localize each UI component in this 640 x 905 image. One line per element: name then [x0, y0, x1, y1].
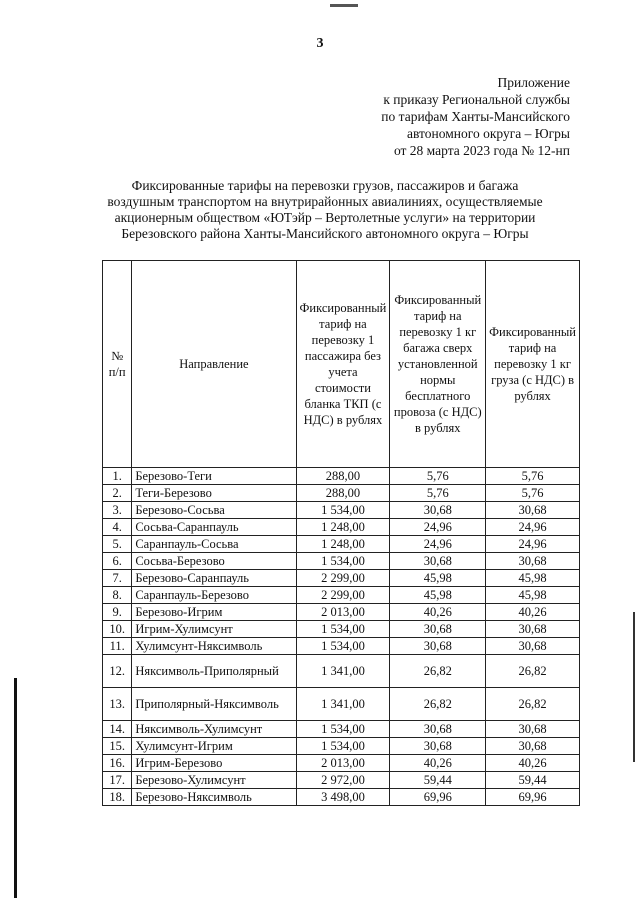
row-number: 15.: [103, 738, 132, 755]
cargo-cell: 30,68: [486, 502, 580, 519]
title-line: воздушным транспортом на внутрирайонных авиалиниях, осуществляемые: [107, 194, 543, 209]
route-cell: Хулимсунт-Игрим: [132, 738, 296, 755]
table-row: [103, 721, 580, 738]
baggage-cell: 45,98: [390, 570, 486, 587]
scan-artifact-right: [633, 612, 635, 762]
table-row: [103, 755, 580, 772]
passenger-cell: 1 248,00: [296, 519, 390, 536]
route-cell: Саранпауль-Сосьва: [132, 536, 296, 553]
route-cell: Хулимсунт-Няксимволь: [132, 638, 296, 655]
table-row: [103, 553, 580, 570]
passenger-cell: 1 534,00: [296, 638, 390, 655]
appendix-line: по тарифам Ханты-Мансийского: [381, 109, 570, 124]
baggage-cell: 30,68: [390, 721, 486, 738]
row-number: 7.: [103, 570, 132, 587]
row-number: 17.: [103, 772, 132, 789]
row-number: 12.: [103, 655, 132, 688]
row-number: 11.: [103, 638, 132, 655]
cargo-cell: 24,96: [486, 519, 580, 536]
scan-artifact-left: [14, 678, 17, 898]
row-number: 3.: [103, 502, 132, 519]
baggage-cell: 5,76: [390, 468, 486, 485]
table-row: [103, 468, 580, 485]
row-number: 10.: [103, 621, 132, 638]
passenger-cell: 1 534,00: [296, 502, 390, 519]
title-line: акционерным обществом «ЮТэйр – Вертолетные услуги» на территории: [114, 210, 536, 225]
cargo-cell: 59,44: [486, 772, 580, 789]
page-number: 3: [316, 36, 324, 51]
cargo-cell: 30,68: [486, 553, 580, 570]
baggage-cell: 5,76: [390, 485, 486, 502]
cargo-cell: 30,68: [486, 621, 580, 638]
appendix-line: от 28 марта 2023 года № 12-нп: [393, 143, 570, 158]
tariff-table: [102, 260, 580, 806]
route-cell: Березово-Саранпауль: [132, 570, 296, 587]
row-number: 9.: [103, 604, 132, 621]
route-cell: Игрим-Березово: [132, 755, 296, 772]
passenger-cell: 1 534,00: [296, 738, 390, 755]
row-number: 16.: [103, 755, 132, 772]
passenger-cell: 1 341,00: [296, 655, 390, 688]
route-cell: Березово-Сосьва: [132, 502, 296, 519]
row-number: 8.: [103, 587, 132, 604]
table-row: [103, 502, 580, 519]
passenger-cell: 1 341,00: [296, 688, 390, 721]
passenger-cell: 2 972,00: [296, 772, 390, 789]
document-title: [70, 178, 580, 242]
table-row: [103, 621, 580, 638]
header-cargo-tariff: Фиксированный тариф на перевозку 1 кг груза (с НДС) в рублях: [486, 261, 580, 468]
row-number: 13.: [103, 688, 132, 721]
baggage-cell: 59,44: [390, 772, 486, 789]
table-row: [103, 519, 580, 536]
appendix-line: автономного округа – Югры: [407, 126, 570, 141]
row-number: 14.: [103, 721, 132, 738]
baggage-cell: 24,96: [390, 536, 486, 553]
passenger-cell: 288,00: [296, 485, 390, 502]
baggage-cell: 30,68: [390, 621, 486, 638]
passenger-cell: 1 534,00: [296, 721, 390, 738]
passenger-cell: 1 248,00: [296, 536, 390, 553]
row-number: 5.: [103, 536, 132, 553]
passenger-cell: 2 299,00: [296, 587, 390, 604]
passenger-cell: 288,00: [296, 468, 390, 485]
scan-artifact-top: [330, 4, 358, 7]
route-cell: Березово-Хулимсунт: [132, 772, 296, 789]
cargo-cell: 30,68: [486, 638, 580, 655]
cargo-cell: 5,76: [486, 468, 580, 485]
row-number: 18.: [103, 789, 132, 806]
route-cell: Игрим-Хулимсунт: [132, 621, 296, 638]
baggage-cell: 26,82: [390, 655, 486, 688]
cargo-cell: 69,96: [486, 789, 580, 806]
baggage-cell: 45,98: [390, 587, 486, 604]
header-route: Направление: [132, 261, 296, 468]
route-cell: Приполярный-Няксимволь: [132, 688, 296, 721]
passenger-cell: 1 534,00: [296, 621, 390, 638]
appendix-reference: [270, 74, 570, 159]
table-row: [103, 738, 580, 755]
cargo-cell: 26,82: [486, 688, 580, 721]
baggage-cell: 40,26: [390, 604, 486, 621]
header-baggage-tariff: Фиксированный тариф на перевозку 1 кг багажа сверх установленной нормы бесплатного провоза (с НДС) в рублях: [390, 261, 486, 468]
table-row: [103, 789, 580, 806]
route-cell: Няксимволь-Хулимсунт: [132, 721, 296, 738]
appendix-line: Приложение: [497, 75, 570, 90]
title-line: Фиксированные тарифы на перевозки грузов, пассажиров и багажа: [131, 178, 519, 193]
baggage-cell: 30,68: [390, 738, 486, 755]
table-header-row: [103, 261, 580, 468]
baggage-cell: 26,82: [390, 688, 486, 721]
baggage-cell: 30,68: [390, 638, 486, 655]
header-number: № п/п: [103, 261, 132, 468]
table-row: [103, 688, 580, 721]
table-row: [103, 536, 580, 553]
table-row: [103, 570, 580, 587]
route-cell: Сосьва-Саранпауль: [132, 519, 296, 536]
table-row: [103, 655, 580, 688]
table-row: [103, 485, 580, 502]
passenger-cell: 1 534,00: [296, 553, 390, 570]
row-number: 6.: [103, 553, 132, 570]
table-row: [103, 638, 580, 655]
cargo-cell: 5,76: [486, 485, 580, 502]
cargo-cell: 24,96: [486, 536, 580, 553]
baggage-cell: 40,26: [390, 755, 486, 772]
cargo-cell: 40,26: [486, 755, 580, 772]
route-cell: Няксимволь-Приполярный: [132, 655, 296, 688]
table-row: [103, 772, 580, 789]
cargo-cell: 45,98: [486, 587, 580, 604]
route-cell: Саранпауль-Березово: [132, 587, 296, 604]
cargo-cell: 45,98: [486, 570, 580, 587]
passenger-cell: 2 013,00: [296, 755, 390, 772]
row-number: 1.: [103, 468, 132, 485]
baggage-cell: 69,96: [390, 789, 486, 806]
cargo-cell: 26,82: [486, 655, 580, 688]
passenger-cell: 2 013,00: [296, 604, 390, 621]
appendix-line: к приказу Региональной службы: [383, 92, 570, 107]
cargo-cell: 30,68: [486, 738, 580, 755]
header-passenger-tariff: Фиксированный тариф на перевозку 1 пассажира без учета стоимости бланка ТКП (с НДС) в рублях: [296, 261, 390, 468]
row-number: 2.: [103, 485, 132, 502]
table-row: [103, 587, 580, 604]
route-cell: Теги-Березово: [132, 485, 296, 502]
route-cell: Березово-Теги: [132, 468, 296, 485]
title-line: Березовского района Ханты-Мансийского автономного округа – Югры: [121, 226, 529, 241]
route-cell: Сосьва-Березово: [132, 553, 296, 570]
baggage-cell: 30,68: [390, 502, 486, 519]
baggage-cell: 30,68: [390, 553, 486, 570]
route-cell: Березово-Няксимволь: [132, 789, 296, 806]
route-cell: Березово-Игрим: [132, 604, 296, 621]
passenger-cell: 2 299,00: [296, 570, 390, 587]
baggage-cell: 24,96: [390, 519, 486, 536]
cargo-cell: 40,26: [486, 604, 580, 621]
cargo-cell: 30,68: [486, 721, 580, 738]
table-row: [103, 604, 580, 621]
passenger-cell: 3 498,00: [296, 789, 390, 806]
row-number: 4.: [103, 519, 132, 536]
